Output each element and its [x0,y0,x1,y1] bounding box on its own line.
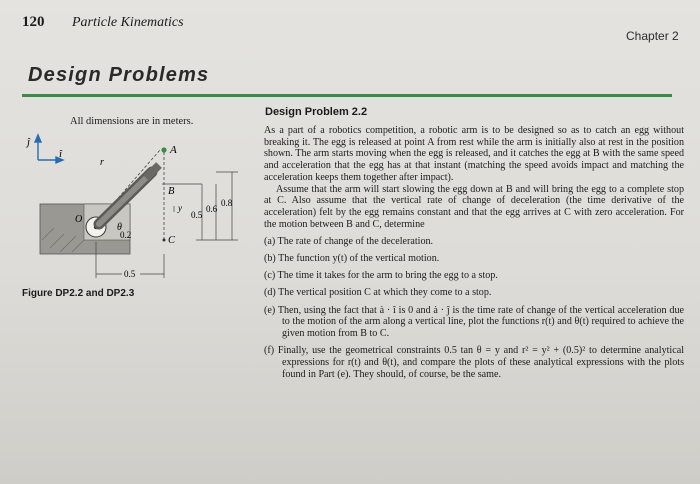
dim-0-5-vertical: 0.5 [191,210,203,220]
j-unit-label: ĵ [27,136,31,148]
robot-arm-diagram [20,128,250,283]
point-a-marker [161,147,166,152]
paragraph-1: As a part of a robotics competition, a robotic arm is to be designed so as to catch an egg without breaking it. The egg is released at point A from rest while the arm is initially also at rest in the position shown. The arm starts moving when the egg is released, and it catches the egg at B with the same speed and acceleration that the egg has at that instant (matching the speed avoids impact and matching the acceleration keeps them together after impact). [264,125,684,183]
dim-0-2: 0.2 [120,230,132,240]
point-c-label: C [168,235,176,246]
problem-title: Design Problem 2.2 [265,106,368,118]
item-c: (c) The time it takes for the arm to bring the egg to a stop. [264,270,498,282]
dim-0-8: 0.8 [221,198,233,208]
point-o-label: O [75,214,83,225]
item-d: (d) The vertical position C at which they come to a stop. [264,287,492,299]
section-rule [22,94,672,97]
dim-0-6: 0.6 [206,204,218,214]
page-number: 120 [22,14,45,30]
section-title: Design Problems [28,64,210,86]
paragraph-2: Assume that the arm will start slowing the egg down at B and will bring the egg to a complete stop at C. Also assume that the vertical rate of change of deceleration (the time derivative of the acceleration) felt by the egg remains constant and that the egg arrives at C with zero acceleration. For the motion between B and C, determine [264,183,684,230]
item-b: (b) The function y(t) of the vertical motion. [264,253,440,265]
dim-0-5-horizontal: 0.5 [124,269,136,279]
point-c-marker [163,239,166,242]
dimensions-note: All dimensions are in meters. [70,116,194,127]
item-f: (f) Finally, use the geometrical constraints 0.5 tan θ = y and r² = y² + (0.5)² to determine analytical expressions for r(t) and θ(t), and compare the plots of these analytical expressions with the plots found in Part (e). They should, of course, be the same. [264,345,684,380]
running-title: Particle Kinematics [72,15,184,30]
figure-caption: Figure DP2.2 and DP2.3 [22,288,135,299]
item-a: (a) The rate of change of the deceleration. [264,235,434,247]
chapter-label: Chapter 2 [626,29,679,43]
item-e: (e) Then, using the fact that ȧ · î is 0 and ȧ · ĵ is the time rate of change of the vertical acceleration due to the motion of the arm along a vertical line, plot the functions r(t) and θ(t) required to achieve the given motion from B to C. [264,304,684,340]
r-label: r [100,157,104,168]
theta-label: θ [117,222,122,233]
i-unit-label: î [59,148,63,160]
point-a-label: A [170,144,177,156]
point-b-label: B [168,186,175,197]
problem-text [264,125,684,380]
y-label: y [178,203,182,213]
